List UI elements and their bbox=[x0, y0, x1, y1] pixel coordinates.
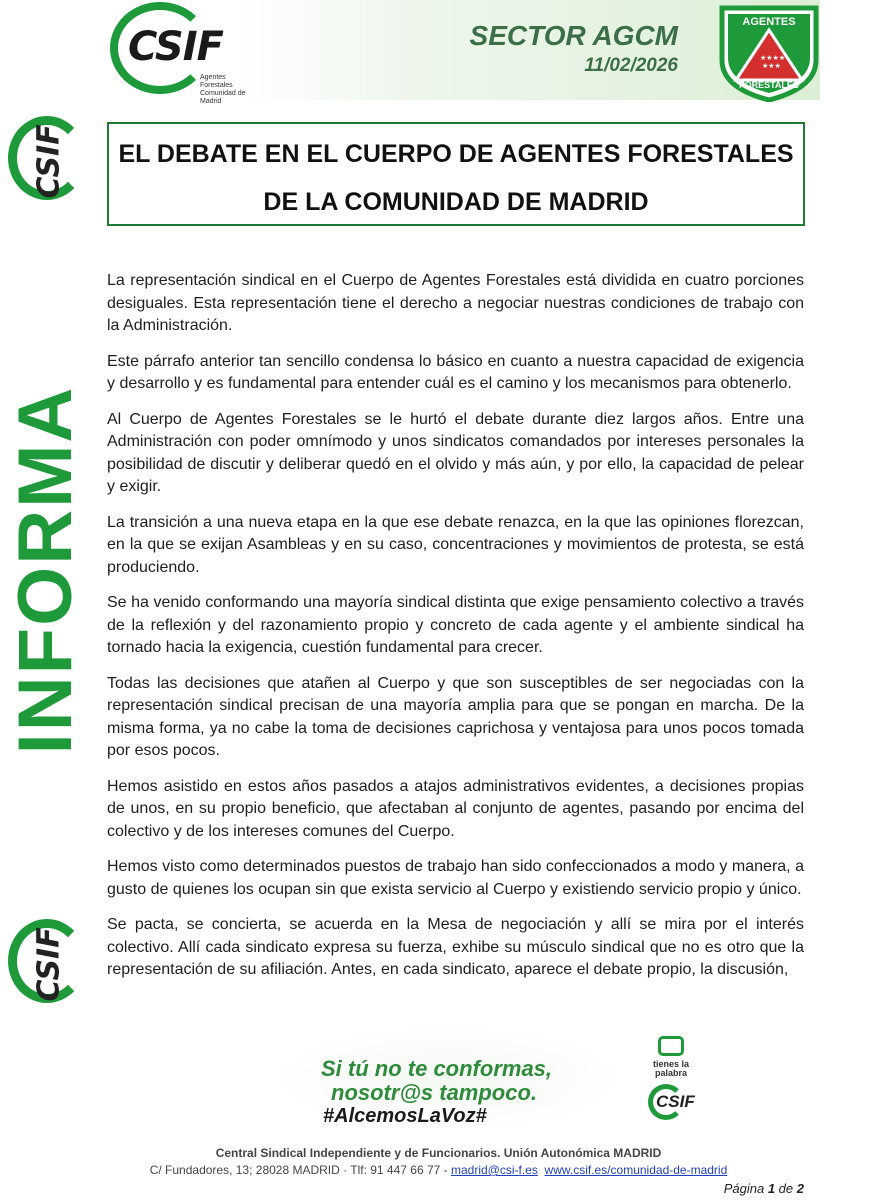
page-current: 1 bbox=[767, 1181, 776, 1196]
page-of: de bbox=[778, 1181, 794, 1196]
paragraph: Todas las decisiones que atañen al Cuerpo y que son susceptibles de ser negociadas con la representación sindical precisan de una mayoría amplia para que se pongan en marcha. De la misma forma, ya no cabe la toma de decisiones caprichosa y ventajosa para unos pocos tomada por esos pocos. bbox=[107, 674, 804, 759]
page-number bbox=[690, 1181, 804, 1196]
logo-wordmark: CSIF bbox=[128, 24, 223, 70]
logo-subtitle bbox=[200, 74, 255, 106]
paragraph: Hemos asistido en estos años pasados a atajos administrativos evidentes, a decisiones propias de unos, en su propio beneficio, que afectaban al conjunto de agentes, pasando por encima del colectivo y de los intereses comunes del Cuerpo. bbox=[107, 777, 804, 840]
title-box bbox=[107, 122, 805, 226]
paragraph: La transición a una nueva etapa en la que ese debate renazca, en la que las opiniones florezcan, en la que se exijan Asambleas y en su caso, concentraciones y movimientos de protesta, se está produciendo. bbox=[107, 513, 804, 576]
paragraph: Este párrafo anterior tan sencillo condensa lo básico en cuanto a nuestra capacidad de exigencia y desarrollo y es fundamental para entender cuál es el camino y los mecanismos para obtenerlo. bbox=[107, 352, 804, 392]
slogan-line-1: Si tú no te conformas, bbox=[321, 1056, 553, 1081]
logo-subtitle-text: Agentes Forestales Comunidad de Madrid bbox=[200, 74, 246, 105]
paragraph: Hemos visto como determinados puestos de trabajo han sido confeccionados a modo y manera, a gusto de quienes los ocupan sin que exista servicio al Cuerpo y existiendo servicio propio y único. bbox=[107, 858, 804, 898]
footer-address: C/ Fundadores, 13; 28028 MADRID · Tlf: 91 447 66 77 - bbox=[149, 1163, 451, 1177]
paragraph: La representación sindical en el Cuerpo de Agentes Forestales está dividida en cuatro porciones desiguales. Esta representación tiene el derecho a negociar nuestras condiciones de trabajo con la Administración. bbox=[107, 272, 804, 334]
csif-logo bbox=[110, 2, 255, 105]
svg-text:★★★: ★★★ bbox=[762, 62, 781, 70]
side-logo-top bbox=[4, 112, 94, 207]
footer-email-link[interactable]: madrid@csi-f.es bbox=[450, 1163, 538, 1177]
side-logo-text: CSIF bbox=[31, 124, 67, 199]
badge-top-text: AGENTES bbox=[742, 16, 796, 28]
slogan-line-2: nosotr@s tampoco. bbox=[331, 1080, 538, 1105]
sector-label: SECTOR AGCM bbox=[469, 20, 678, 51]
paragraph: Se pacta, se concierta, se acuerda en la Mesa de negociación y allí se mira por el interés colectivo. Allí cada sindicato expresa su fuerza, exhibe su músculo sindical que no es otro que la representación de su afiliación. Antes, en cada sindicato, aparece el debate propio, la discusión, bbox=[107, 916, 804, 978]
paragraph: Se ha venido conformando una mayoría sindical distinta que exige pensamiento colectivo a través de la reflexión y del razonamiento propio y concreto de cada agente y el ambiente sindical ha tornado hacia la exigencia, cuestión fundamental para crecer. bbox=[107, 594, 804, 656]
speech-bubble-icon bbox=[658, 1036, 684, 1056]
footer-contact bbox=[0, 1163, 877, 1177]
slogan-banner bbox=[283, 1030, 613, 1128]
header-date: 11/02/2026 bbox=[584, 55, 678, 76]
footer-website-link[interactable]: www.csif.es/comunidad-de-madrid bbox=[544, 1163, 728, 1177]
tienes-la-palabra-logo bbox=[636, 1036, 706, 1126]
mini-csif-logo bbox=[648, 1084, 694, 1120]
badge-bottom-text: FORESTALES bbox=[739, 80, 799, 90]
side-logo-text: CSIF bbox=[31, 927, 67, 1002]
body-text bbox=[107, 270, 804, 995]
title-line-1: EL DEBATE EN EL CUERPO DE AGENTES FORESTALES bbox=[118, 140, 794, 168]
page-label: Página bbox=[723, 1181, 765, 1196]
svg-text:★★★★: ★★★★ bbox=[760, 54, 786, 62]
footer-organization: Central Sindical Independiente y de Funcionarios. Unión Autonómica MADRID bbox=[215, 1146, 662, 1160]
agentes-forestales-badge bbox=[716, 2, 822, 102]
paragraph: Al Cuerpo de Agentes Forestales se le hurtó el debate durante diez largos años. Entre una Administración con poder omnímodo y unos sindicatos comandados por intereses personales la posibilidad de discutir y deliberar quedó en el olvido y más aún, y por ello, la capacidad de pelear y exigir. bbox=[107, 410, 804, 495]
title-line-2: DE LA COMUNIDAD DE MADRID bbox=[263, 188, 649, 216]
page-total: 2 bbox=[796, 1181, 804, 1196]
informa-vertical-title: INFORMA bbox=[3, 385, 88, 755]
tienes-la-palabra-text: tienes la palabra bbox=[652, 1059, 690, 1078]
mini-logo-text: CSIF bbox=[656, 1092, 695, 1111]
side-logo-bottom bbox=[4, 915, 94, 1010]
slogan-hashtag: #AlcemosLaVoz# bbox=[323, 1105, 487, 1127]
